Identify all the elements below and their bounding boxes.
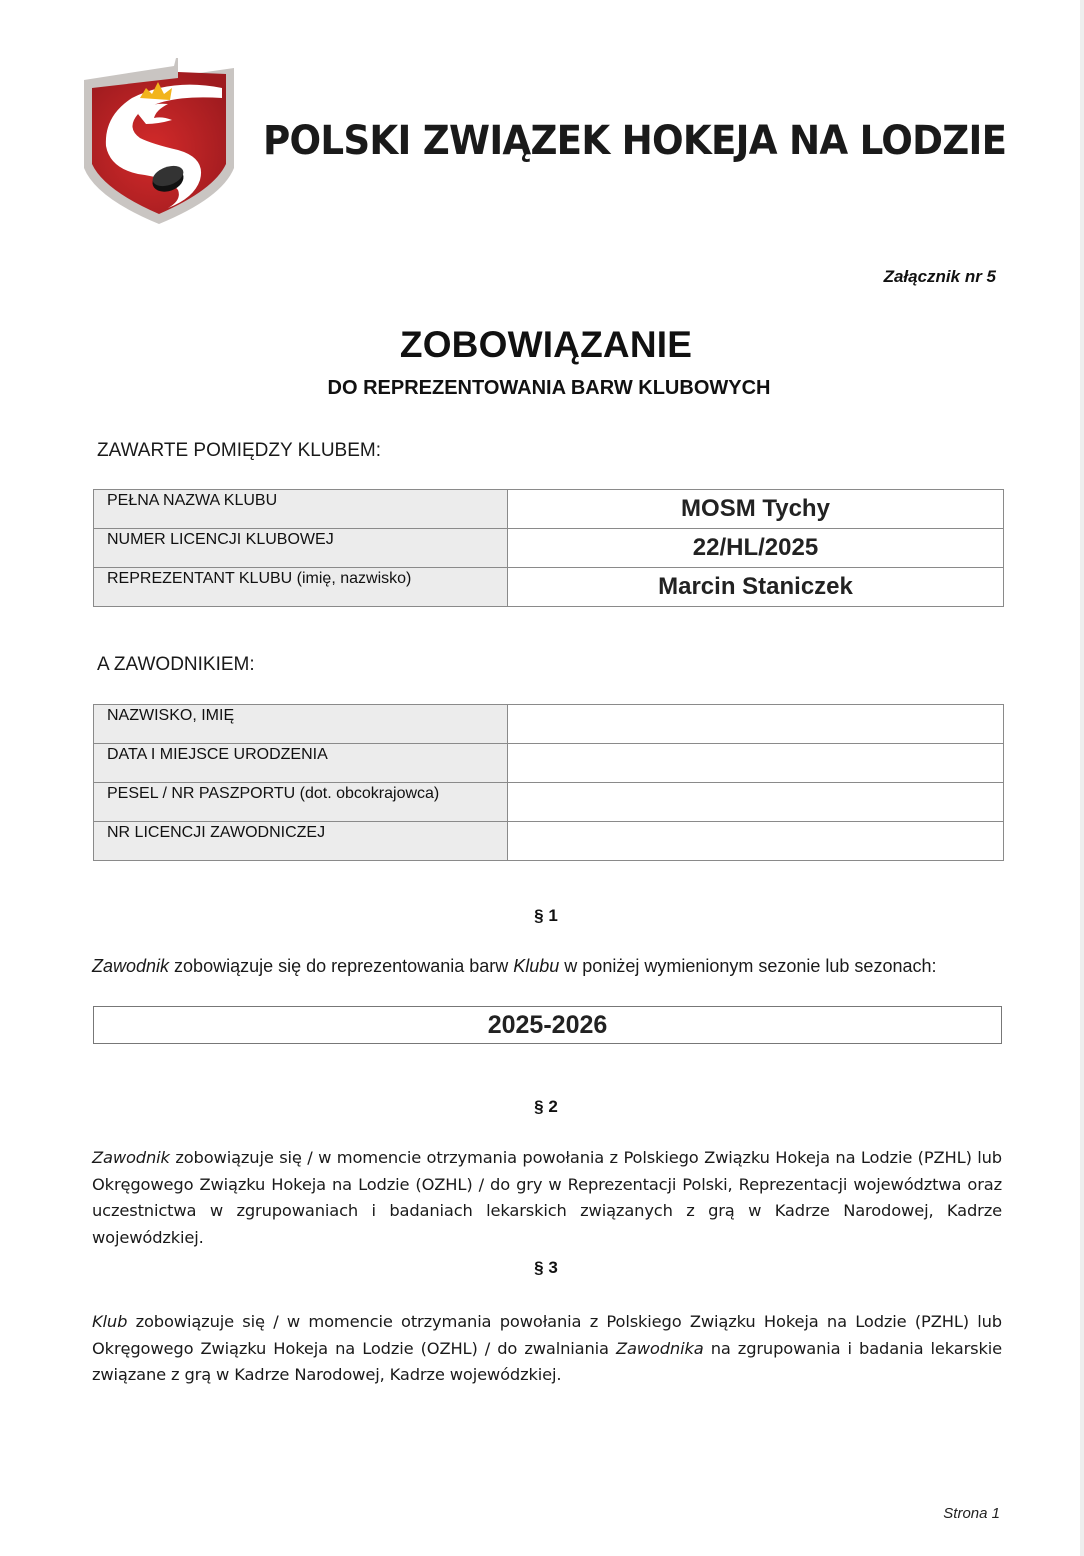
club-name-field[interactable]: MOSM Tychy <box>508 490 1004 529</box>
table-row <box>94 783 1004 822</box>
club-representative-label: REPREZENTANT KLUBU (imię, nazwisko) <box>94 568 508 607</box>
club-license-label: NUMER LICENCJI KLUBOWEJ <box>94 529 508 568</box>
section-1-heading: § 1 <box>534 906 558 925</box>
birth-date-place-label: DATA I MIEJSCE URODZENIA <box>94 744 508 783</box>
emphasis: Zawodnik <box>92 1148 170 1167</box>
birth-date-place-field[interactable] <box>508 744 1004 783</box>
emphasis: Zawodnika <box>615 1338 704 1358</box>
table-row <box>94 529 1004 568</box>
page-edge <box>1080 0 1084 1556</box>
page-number: Strona 1 <box>943 1505 1000 1522</box>
table-row <box>94 568 1004 607</box>
text-run: zobowiązuje się do reprezentowania barw <box>169 956 514 976</box>
player-name-field[interactable] <box>508 705 1004 744</box>
club-representative-field[interactable]: Marcin Staniczek <box>508 568 1004 607</box>
pesel-passport-label: PESEL / NR PASZPORTU (dot. obcokrajowca) <box>94 783 508 822</box>
table-row <box>94 744 1004 783</box>
table-row <box>94 822 1004 861</box>
club-name-label: PEŁNA NAZWA KLUBU <box>94 490 508 529</box>
text-run: na zgrupowania i badania lekarskie związane z grą w Kadrze Narodowej, Kadrze wojewódzkiej. <box>92 1338 1002 1384</box>
organization-name: POLSKI ZWIĄZEK HOKEJA NA LODZIE <box>263 118 1007 164</box>
document-title: ZOBOWIĄZANIE <box>399 324 693 365</box>
document-subtitle: DO REPREZENTOWANIA BARW KLUBOWYCH <box>327 377 771 399</box>
text-run: w poniżej wymienionym sezonie lub sezonach: <box>559 956 937 976</box>
player-license-label: NR LICENCJI ZAWODNICZEJ <box>94 822 508 861</box>
text-run: zobowiązuje się / w momencie otrzymania powołania z Polskiego Związku Hokeja na Lodzie (PZHL) lub Okręgowego Związku Hokeja na Lodzie (OZHL) / do zwalniania <box>92 1312 1002 1358</box>
annex-label: Załącznik nr 5 <box>883 267 996 286</box>
emphasis: Klub <box>92 1312 128 1331</box>
season-field[interactable]: 2025-2026 <box>93 1006 1002 1044</box>
player-license-field[interactable] <box>508 822 1004 861</box>
section-2-heading: § 2 <box>534 1097 558 1116</box>
club-info-table <box>93 489 1004 607</box>
table-row <box>94 705 1004 744</box>
player-section-label: A ZAWODNIKIEM: <box>97 654 255 675</box>
pesel-passport-field[interactable] <box>508 783 1004 822</box>
table-row <box>94 490 1004 529</box>
player-info-table <box>93 704 1004 861</box>
player-name-label: NAZWISKO, IMIĘ <box>94 705 508 744</box>
emphasis: Klubu <box>513 956 560 976</box>
club-section-label: ZAWARTE POMIĘDZY KLUBEM: <box>97 440 381 461</box>
pzhl-logo-icon <box>82 58 236 224</box>
text-run: zobowiązuje się / w momencie otrzymania powołania z Polskiego Związku Hokeja na Lodzie (PZHL) lub Okręgowego Związku Hokeja na Lodzie (OZHL) / do gry w Reprezentacji Polski, Reprezentacji województwa oraz uczestnictwa w zgrupowaniach i badaniach lekarskich związanych z grą w Kadrze Narodowej, Kadrze wojewódzkiej. <box>92 1148 1002 1247</box>
club-license-field[interactable]: 22/HL/2025 <box>508 529 1004 568</box>
section-2-text <box>92 1145 1002 1251</box>
section-3-text <box>92 1309 1002 1389</box>
section-3-heading: § 3 <box>534 1258 558 1277</box>
section-1-text <box>92 956 937 977</box>
emphasis: Zawodnik <box>92 956 170 976</box>
